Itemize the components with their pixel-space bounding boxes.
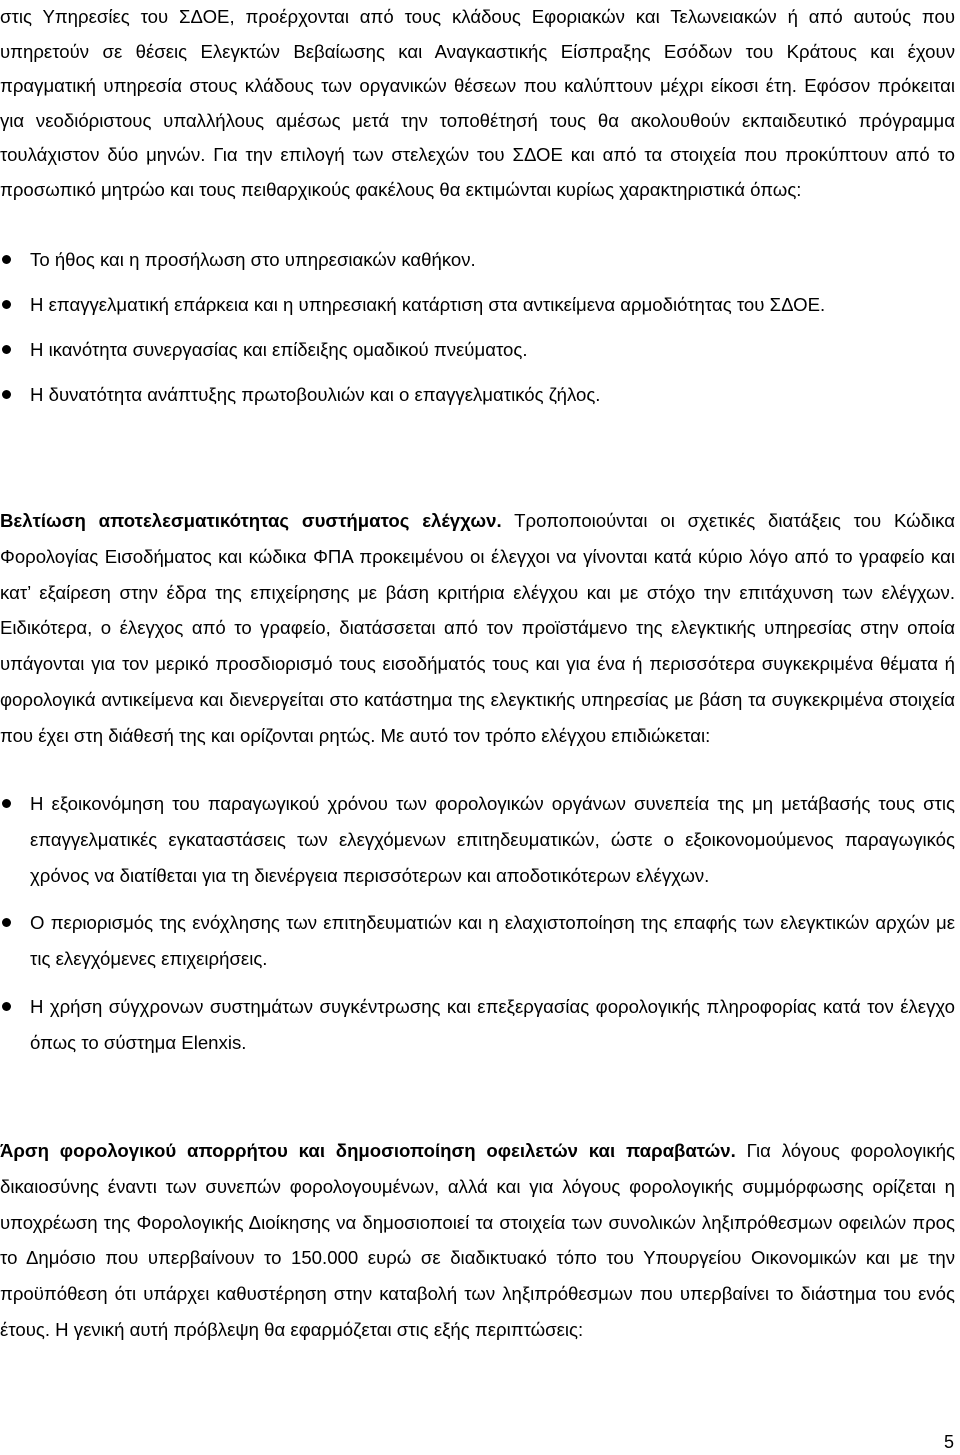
intro-paragraph: στις Υπηρεσίες του ΣΔΟΕ, προέρχονται από τους κλάδους Εφοριακών και Τελωνειακών ή από αυτούς που υπηρετούν σε θέσεις Ελεγκτών Βεβαίωσης και Αναγκαστικής Είσπραξης Εσόδων του Κράτους και έχουν πραγματική υπηρεσία στους κλάδους των οργανικών θέσεων που καλύπτουν μέχρι είκοσι έτη. Εφόσον πρόκειται για νεοδιόριστους υπαλλήλους αμέσως μετά την τοποθέτησή τους θα ακολουθούν εκπαιδευτικό πρόγραμμα τουλάχιστον δύο μηνών. Για την επιλογή των στελεχών του ΣΔΟΕ και από τα στοιχεία που προκύπτουν από το προσωπικό μητρώο και τους πειθαρχικούς φακέλους θα εκτιμώνται κυρίως χαρακτηριστικά όπως: (0, 6, 955, 200)
audit-text: Τροποποιούνται οι σχετικές διατάξεις του Κώδικα Φορολογίας Εισοδήματος και κώδικα ΦΠΑ προκειμένου οι έλεγχοι να γίνονται κατά κύριο λόγο από το γραφείο και κατ’ εξαίρεση στην έδρα της επιχείρησης με βάση κριτήρια ελέγχου και με στόχο την επιτάχυνση των ελέγχων. Ειδικότερα, ο έλεγχος από το γραφείο, διατάσσεται από τον προϊστάμενο της ελεγκτικής υπηρεσίας στην οποία υπάγονται για τον μερικό προσδιορισμό τους εισοδήματός τους και για ένα ή περισσότερα συγκεκριμένα θέματα ή φορολογικά αντικείμενα και διενεργείται στο κατάστημα της ελεγκτικής υπηρεσίας με βάση τα συγκεκριμένα στοιχεία που έχει στη διάθεσή της και ορίζονται ρητώς. Με αυτό τον τρόπο ελέγχου επιδιώκεται: (0, 510, 955, 746)
list-item: Το ήθος και η προσήλωση στο υπηρεσιακών καθήκον. (0, 240, 955, 279)
page-number: 5 (943, 1432, 954, 1452)
list-item: Η επαγγελματική επάρκεια και η υπηρεσιακή κατάρτιση στα αντικείμενα αρμοδιότητας του ΣΔΟΕ. (0, 285, 955, 324)
list-item: Η εξοικονόμηση του παραγωγικού χρόνου των φορολογικών οργάνων συνεπεία της μη μετάβασής τους στις επαγγελματικές εγκαταστάσεις των ελεγχόμενων επιτηδευματικών, ώστε ο εξοικονομούμενος παραγωγικός χρόνος να διατίθεται για τη διενέργεια περισσότερων και αποδοτικότερων ελέγχων. (0, 786, 955, 893)
criteria-bullet-list (0, 240, 955, 420)
audit-paragraph (0, 503, 955, 754)
list-item: Η χρήση σύγχρονων συστημάτων συγκέντρωσης και επεξεργασίας φορολογικής πληροφορίας κατά τον έλεγχο όπως το σύστημα Elenxis. (0, 989, 955, 1061)
list-item: Η δυνατότητα ανάπτυξης πρωτοβουλιών και ο επαγγελματικός ζήλος. (0, 375, 955, 414)
audit-bullet-list (0, 786, 955, 1073)
list-item: Η ικανότητα συνεργασίας και επίδειξης ομαδικού πνεύματος. (0, 330, 955, 369)
secrecy-text: Για λόγους φορολογικής δικαιοσύνης έναντι των συνεπών φορολογουμένων, αλλά και για λόγους φορολογικής συμμόρφωσης ορίζεται η υποχρέωση της Φορολογικής Διοίκησης να δημοσιοποιεί τα στοιχεία των συνολικών ληξιπρόθεσμων οφειλών προς το Δημόσιο που υπερβαίνουν το 150.000 ευρώ σε διαδικτυακό τόπο του Υπουργείου Οικονομικών και με την προϋπόθεση ότι υπάρχει καθυστέρηση στην καταβολή των ληξιπρόθεσμων που υπερβαίνει το διάστημα του ενός έτους. Η γενική αυτή πρόβλεψη θα εφαρμόζεται στις εξής περιπτώσεις: (0, 1140, 955, 1340)
secrecy-heading: Άρση φορολογικού απορρήτου και δημοσιοποίηση οφειλετών και παραβατών. (0, 1140, 736, 1161)
list-item: Ο περιορισμός της ενόχλησης των επιτηδευματιών και η ελαχιστοποίηση της επαφής των ελεγκτικών αρχών με τις ελεγχόμενες επιχειρήσεις. (0, 905, 955, 977)
audit-heading: Βελτίωση αποτελεσματικότητας συστήματος ελέγχων. (0, 510, 502, 531)
secrecy-paragraph (0, 1133, 955, 1348)
